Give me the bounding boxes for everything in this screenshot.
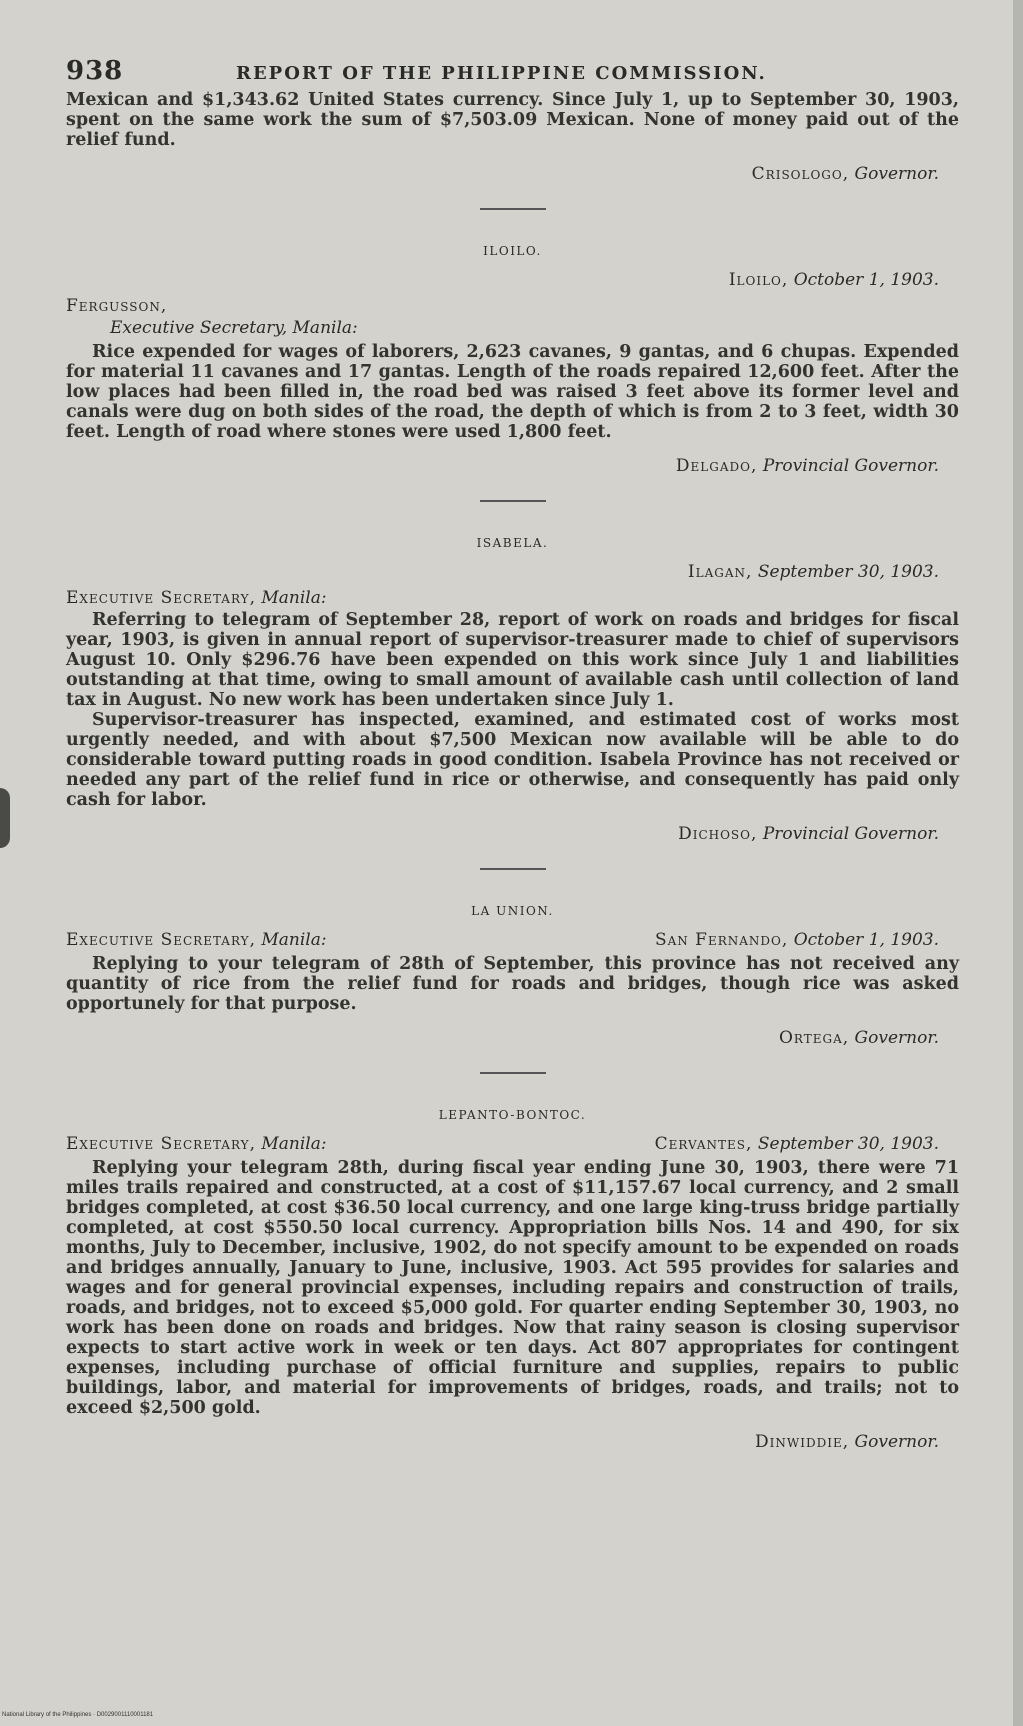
section-heading-la-union: LA UNION.	[471, 904, 554, 918]
scan-edge	[1013, 0, 1023, 1726]
section-heading-lepanto-bontoc: LEPANTO-BONTOC.	[438, 1108, 587, 1122]
la-union-paragraph: Replying to your telegram of 28th of September, this province has not received any quantity of rice from the relief fund for roads and bridges, though rice was asked opportunely for that purpose.	[66, 954, 959, 1014]
iloilo-signature	[66, 456, 959, 476]
signature-name: Ortega,	[778, 1028, 850, 1048]
signature-name: Dinwiddie,	[755, 1432, 850, 1452]
signature-title: Provincial Governor.	[762, 456, 939, 476]
dateline-place: Cervantes,	[654, 1134, 753, 1154]
addressee-name: Fergusson,	[66, 296, 168, 316]
addressee-name: Executive Secretary,	[66, 588, 256, 608]
isabela-paragraph-1: Referring to telegram of September 28, report of work on roads and bridges for fiscal year, 1903, is given in annual report of supervisor-treasurer made to chief of supervisors August 10. Only $296.76 have been expended on this work since July 1 and liabilities outstanding at that time, owing to small amount of available cash until collection of land tax in August. No new work has been undertaken since July 1.	[66, 610, 959, 710]
addressee-location: Manila:	[261, 930, 327, 950]
section-divider	[480, 1072, 546, 1074]
signature-title: Provincial Governor.	[762, 824, 939, 844]
dateline-la-union	[655, 930, 939, 950]
lepanto-paragraph: Replying your telegram 28th, during fiscal year ending June 30, 1903, there were 71 miles trails repaired and constructed, at a cost of $11,157.67 local currency, and 2 small bridges completed, at cost $36.50 local currency, and one large king-truss bridge partially completed, at cost $550.50 local currency. Appropriation bills Nos. 14 and 490, for six months, July to December, inclusive, 1902, do not specify amount to be expended on roads and bridges annually, January to June, inclusive, 1903. Act 595 provides for salaries and wages and for general provincial expenses, including repairs and construction of trails, roads, and bridges, not to exceed $5,000 gold. For quarter ending September 30, 1903, no work has been done on roads and bridges. Now that rainy season is closing supervisor expects to start active work in week or ten days. Act 807 appropriates for contingent expenses, including purchase of official furniture and supplies, repairs to public buildings, labor, and material for improvements of bridges, roads, and trails; not to exceed $2,500 gold.	[66, 1158, 959, 1418]
section-divider	[480, 208, 546, 210]
section-heading-iloilo: ILOILO.	[483, 244, 542, 258]
addressee-lepanto	[66, 1134, 327, 1154]
intro-signature	[66, 164, 959, 184]
dateline-lepanto	[655, 1134, 939, 1154]
section-heading-isabela: ISABELA.	[476, 536, 549, 550]
signature-title: Governor.	[854, 1432, 939, 1452]
isabela-paragraph-2: Supervisor-treasurer has inspected, examined, and estimated cost of works most urgently needed, and with about $7,500 Mexican now available will be able to do considerable toward putting roads in good condition. Isabela Province has not received or needed any part of the relief fund in rice or otherwise, and consequently has paid only cash for labor.	[66, 710, 959, 810]
dateline-date: September 30, 1903.	[757, 562, 939, 582]
la-union-signature	[66, 1028, 959, 1048]
addressee-isabela	[66, 588, 959, 608]
report-title: REPORT OF THE PHILIPPINE COMMISSION.	[236, 63, 767, 84]
addressee-name: Executive Secretary,	[66, 1134, 256, 1154]
addressee-name: Executive Secretary,	[66, 930, 256, 950]
page-number: 938	[66, 56, 124, 86]
section-divider	[480, 500, 546, 502]
dateline-date: October 1, 1903.	[793, 930, 939, 950]
signature-title: Governor.	[854, 164, 939, 184]
running-head	[66, 56, 959, 90]
dateline-place: Ilagan,	[687, 562, 753, 582]
section-divider	[480, 868, 546, 870]
addressee-title-iloilo: Executive Secretary, Manila:	[110, 318, 358, 338]
lepanto-header-row	[66, 1134, 959, 1156]
dateline-place: San Fernando,	[654, 930, 789, 950]
dateline-isabela	[66, 562, 959, 582]
iloilo-paragraph: Rice expended for wages of laborers, 2,623 cavanes, 9 gantas, and 6 chupas. Expended for material 11 cavanes and 17 gantas. Length of the roads repaired 12,600 feet. After the low places had been filled in, the road bed was raised 3 feet above its former level and canals were dug on both sides of the road, the depth of which is from 2 to 3 feet, width 30 feet. Length of road where stones were used 1,800 feet.	[66, 342, 959, 442]
signature-name: Dichoso,	[678, 824, 758, 844]
addressee-iloilo	[66, 296, 959, 316]
binding-hole	[0, 788, 10, 848]
intro-paragraph: Mexican and $1,343.62 United States currency. Since July 1, up to September 30, 1903, spent on the same work the sum of $7,503.09 Mexican. None of money paid out of the relief fund.	[66, 90, 959, 150]
lepanto-signature	[66, 1432, 959, 1452]
addressee-la-union	[66, 930, 327, 950]
la-union-header-row	[66, 930, 959, 952]
signature-name: Crisologo,	[751, 164, 850, 184]
signature-name: Delgado,	[675, 456, 758, 476]
dateline-place: Iloilo,	[728, 270, 789, 290]
addressee-location: Manila:	[261, 588, 327, 608]
dateline-date: October 1, 1903.	[793, 270, 939, 290]
signature-title: Governor.	[854, 1028, 939, 1048]
addressee-location: Manila:	[261, 1134, 327, 1154]
dateline-date: September 30, 1903.	[757, 1134, 939, 1154]
dateline-iloilo	[66, 270, 959, 290]
isabela-signature	[66, 824, 959, 844]
scan-credit: National Library of the Philippines · D0029001110001181	[2, 1712, 154, 1718]
